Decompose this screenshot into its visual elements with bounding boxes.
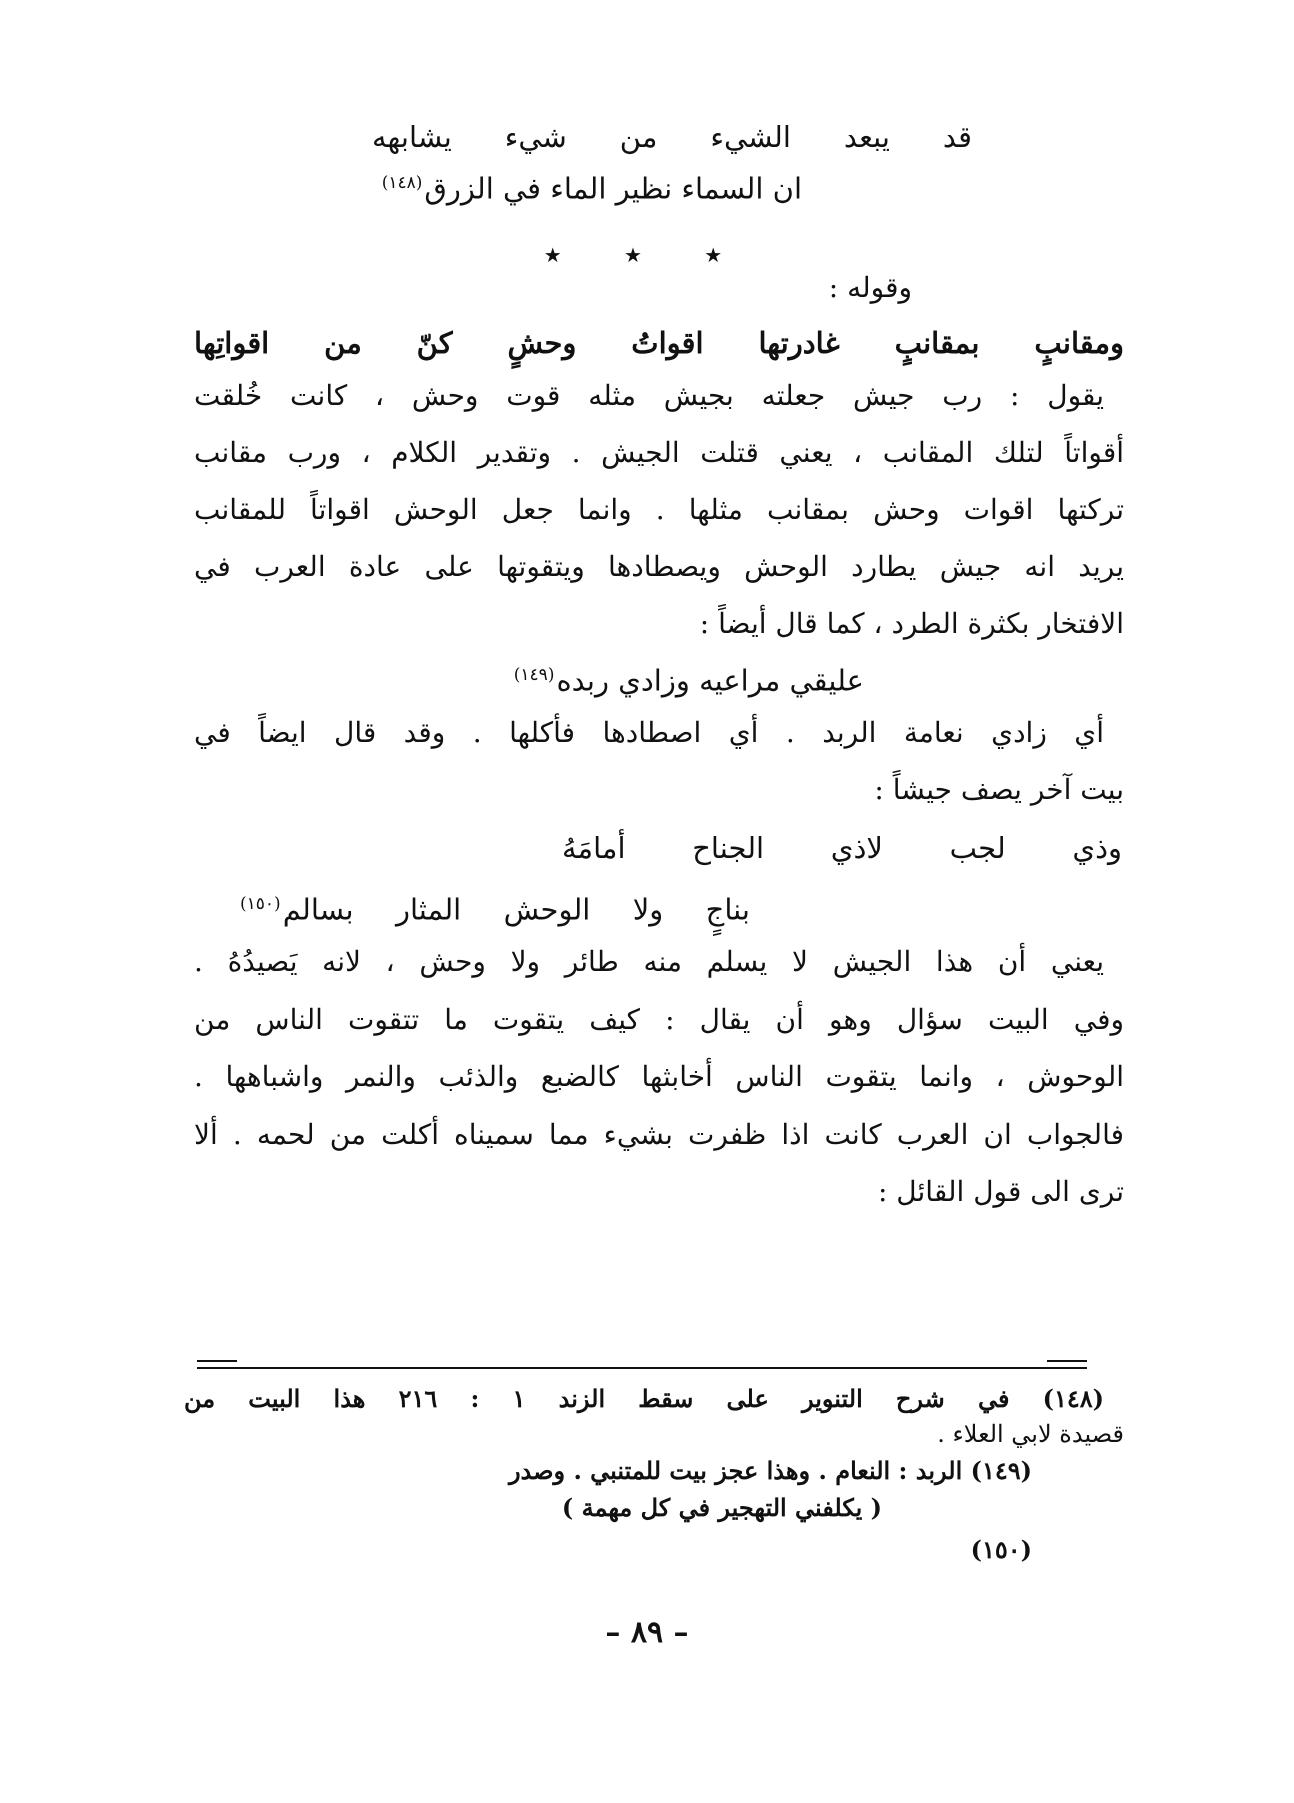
footnote-149-line-1: (١٤٩) الربد : النعام . وهذا عجز بيت للمتنبي . وصدر [508, 1456, 1032, 1485]
commentary-3-line-1: يعني أن هذا الجيش لا يسلم منه طائر ولا وحش ، لانه يَصيدُهُ . [194, 945, 1104, 978]
commentary-1-line-1: يقول : رب جيش جعلته بجيش مثله قوت وحش ، كانت خُلقت [194, 379, 1104, 412]
section-separator: ★ ★ ★ [543, 243, 751, 267]
verse-3-line-2 [240, 884, 750, 930]
footnote-rule-left [197, 1360, 237, 1362]
page-number: – ٨٩ – [605, 1615, 689, 1650]
intro-line: وقوله : [828, 271, 912, 304]
footnote-rule [197, 1367, 1087, 1369]
footnote-150: (١٥٠) [970, 1535, 1032, 1564]
opening-verse-line-2 [242, 163, 802, 209]
verse-2-text: عليقي مراعيه وزادي ربده [556, 663, 864, 698]
footnote-148-line-2: قصيدة لابي العلاء . [937, 1420, 1124, 1448]
commentary-3-line-2: وفي البيت سؤال وهو أن يقال : كيف يتقوت ما تتقوت الناس من [194, 1003, 1124, 1036]
footnote-ref-148: (١٤٨) [381, 173, 423, 193]
footnote-rule-right [1047, 1360, 1087, 1362]
commentary-3-line-5: ترى الى قول القائل : [877, 1175, 1124, 1208]
opening-verse-line-1: قد يبعد الشيء من شيء يشابهه [372, 120, 972, 154]
commentary-1-line-4: يريد انه جيش يطارد الوحش ويصطادها ويتقوتها على عادة العرب في [194, 550, 1124, 583]
footnote-ref-149: (١٤٩) [513, 665, 555, 685]
main-verse: ومقانبٍ بمقانبٍ غادرتها اقواتُ وحشٍ كنّ من اقواتِها [194, 326, 1124, 360]
commentary-2-line-1: أي زادي نعامة الربد . أي اصطادها فأكلها . وقد قال ايضاً في [194, 716, 1104, 749]
footnote-ref-150: (١٥٠) [240, 894, 281, 914]
commentary-3-line-4: فالجواب ان العرب كانت اذا ظفرت بشيء مما سميناه أكلت من لحمه . ألا [194, 1118, 1124, 1151]
footnote-149-line-2: ( يكلفني التهجير في كل مهمة ) [561, 1493, 882, 1522]
verse-3-line-1: وذي لجب لاذي الجناح أمامَهُ [562, 831, 1122, 865]
opening-verse-line-2-text: ان السماء نظير الماء في الزرق [424, 171, 802, 206]
verse-2 [364, 655, 864, 701]
commentary-1-line-5: الافتخار بكثرة الطرد ، كما قال أيضاً : [699, 607, 1124, 640]
commentary-2-line-2: بيت آخر يصف جيشاً : [874, 773, 1124, 806]
commentary-3-line-3: الوحوش ، وانما يتقوت الناس أخابثها كالضبع والذئب والنمر واشباهها . [194, 1060, 1125, 1093]
footnote-148-line-1: (١٤٨) في شرح التنوير على سقط الزند ١ : ٢١٦ هذا البيت من [184, 1384, 1105, 1413]
verse-3-line-2-text: بناجٍ ولا الوحش المثار بسالم [282, 892, 750, 927]
commentary-1-line-2: أقواتاً لتلك المقانب ، يعني قتلت الجيش . وتقدير الكلام ، ورب مقانب [194, 436, 1124, 469]
commentary-1-line-3: تركتها اقوات وحش بمقانب مثلها . وانما جعل الوحش اقواتاً للمقانب [194, 493, 1124, 526]
